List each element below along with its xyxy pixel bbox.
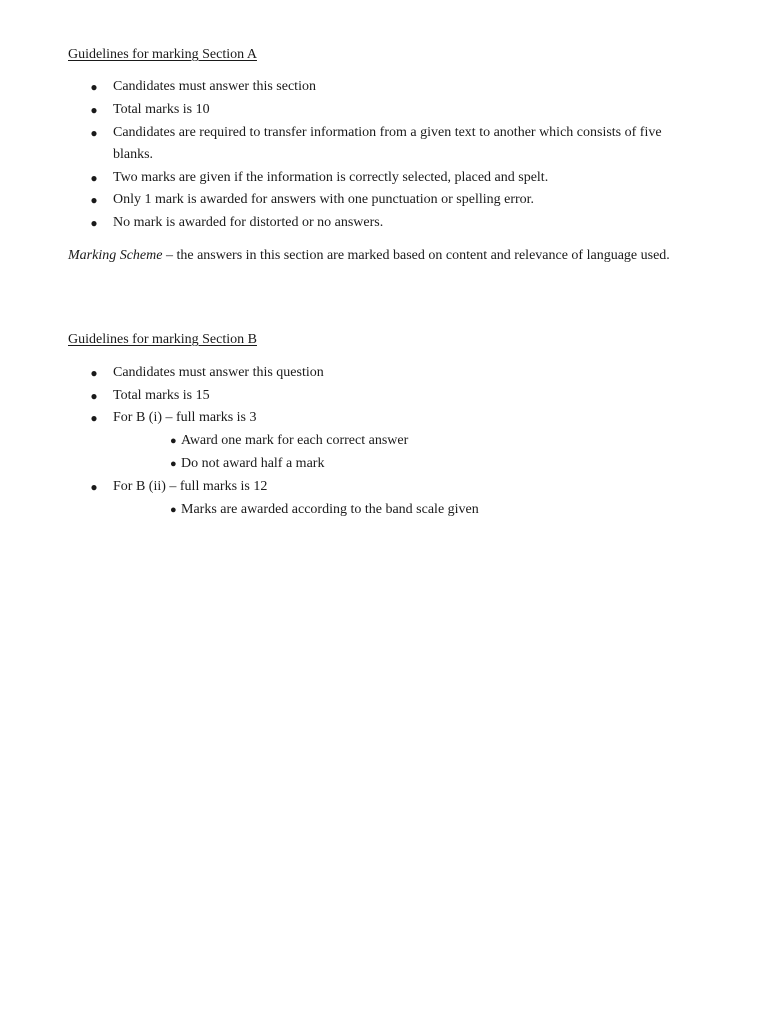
section-a-item: Only 1 mark is awarded for answers with one punctuation or spelling error. — [113, 192, 535, 207]
bullet-icon: ● — [90, 216, 98, 230]
bullet-icon: ● — [90, 480, 98, 494]
section-b-item: For B (ii) – full marks is 12 — [113, 479, 268, 494]
bullet-icon: ● — [170, 504, 177, 516]
section-b-subitem: ● Award one mark for each correct answer — [170, 433, 409, 448]
marking-scheme-label: Marking Scheme — [68, 248, 163, 263]
bullet-icon: ● — [90, 126, 98, 140]
section-b-item: Candidates must answer this question — [113, 365, 324, 380]
section-b-item: Total marks is 15 — [113, 388, 210, 403]
bullet-icon: ● — [90, 80, 98, 94]
section-a-item: Candidates must answer this section — [113, 79, 316, 94]
section-b-subitem: ● Marks are awarded according to the band scale given — [170, 502, 479, 517]
bullet-icon: ● — [90, 193, 98, 207]
bullet-icon: ● — [90, 171, 98, 185]
section-b-subitem: ● Do not award half a mark — [170, 456, 325, 471]
section-a-item: Two marks are given if the information is correctly selected, placed and spelt. — [113, 170, 549, 185]
bullet-icon: ● — [170, 458, 177, 470]
bullet-icon: ● — [90, 366, 98, 380]
section-a-item: Total marks is 10 — [113, 102, 210, 117]
section-a-item: Candidates are required to transfer information from a given text to another which consists of five blanks. — [113, 125, 662, 162]
bullet-icon: ● — [90, 411, 98, 425]
bullet-icon: ● — [170, 435, 177, 447]
section-b-heading: Guidelines for marking Section B — [68, 332, 257, 347]
section-b-item: For B (i) – full marks is 3 — [113, 410, 257, 425]
section-a-heading: Guidelines for marking Section A — [68, 47, 257, 62]
marking-scheme-paragraph — [68, 245, 688, 266]
section-a-item: No mark is awarded for distorted or no answers. — [113, 215, 384, 230]
marking-scheme-text: – the answers in this section are marked based on content and relevance of language used. — [162, 248, 670, 263]
bullet-icon: ● — [90, 103, 98, 117]
bullet-icon: ● — [90, 389, 98, 403]
